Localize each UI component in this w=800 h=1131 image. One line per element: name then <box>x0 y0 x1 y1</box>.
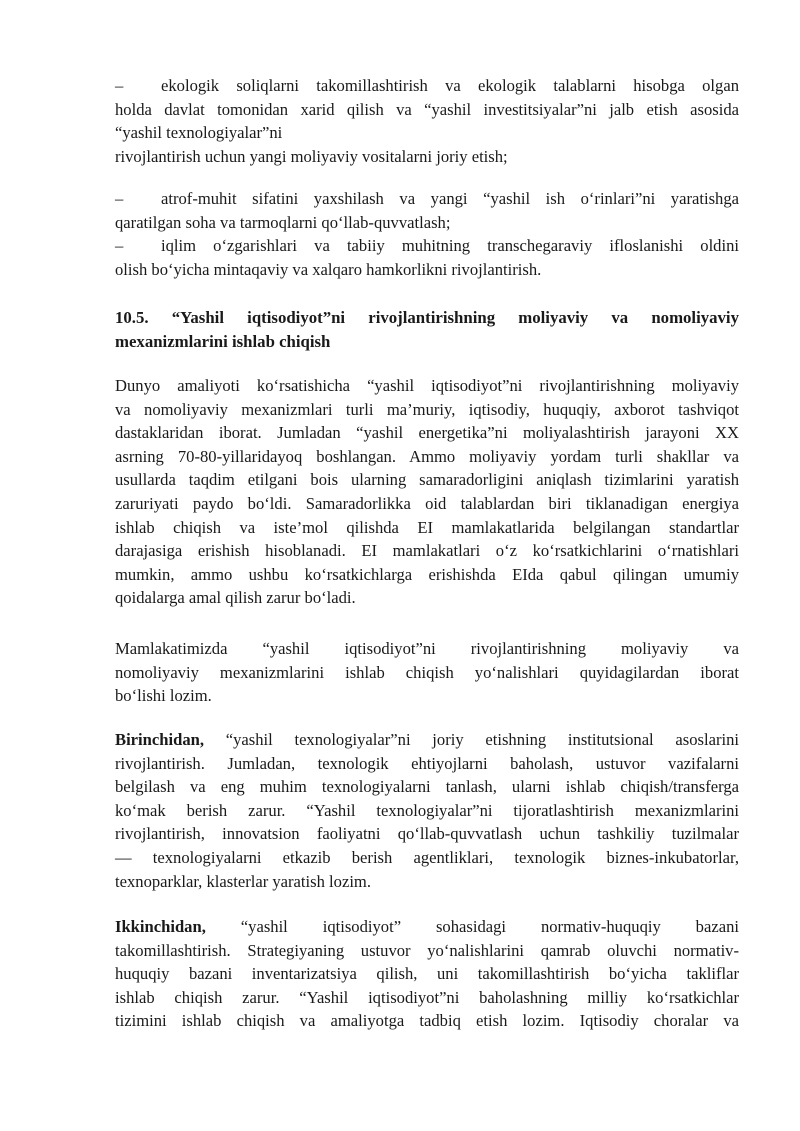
bullet-line: rivojlantirish uchun yangi moliyaviy vositalarni joriy etish; <box>115 146 508 166</box>
bullet-item <box>115 234 739 281</box>
bullet-line: olish bo‘yicha mintaqaviy va xalqaro hamkorlikni rivojlantirish. <box>115 259 542 279</box>
dash-marker: – <box>115 236 124 255</box>
bullet-item <box>115 187 739 234</box>
paragraph-4: Ikkinchidan, “yashil iqtisodiyot” sohasidagi normativ-huquqiy bazani takomillashtirish. Strategiyaning ustuvor yo‘nalishlarini qamrab oluvchi normativ- huquqiy bazani inventarizatsiya qilish, uni takomillashtirish bo‘yicha takliflar ishlab chiqish zarur. “Yashil iqtisodiyot”ni baholashning milliy ko‘rsatkichlar tizimini ishlab chiqish va amaliyotga tadbiq etish lozim. Iqtisodiy choralar va <box>115 917 739 1031</box>
bullet-line: – iqlim o‘zgarishlari va tabiiy muhitning transchegaraviy ifloslanishi oldini <box>115 234 739 258</box>
bullet-line: qaratilgan soha va tarmoqlarni qo‘llab-quvvatlash; <box>115 212 451 232</box>
paragraph-2: Mamlakatimizda “yashil iqtisodiyot”ni rivojlantirishning moliyaviy va nomoliyaviy mexanizmlarini ishlab chiqish yo‘nalishlari quyidagilardan iborat bo‘lishi lozim. <box>115 639 739 706</box>
section-heading: 10.5. “Yashil iqtisodiyot”ni rivojlantirishning moliyaviy va nomoliyaviy mexanizmlarini ishlab chiqish <box>115 308 739 351</box>
dash-marker: – <box>115 76 124 95</box>
bullet-line: – ekologik soliqlarni takomillashtirish va ekologik talablarni hisobga olgan <box>115 74 739 98</box>
lead-word: Birinchidan, <box>115 730 204 749</box>
dash-marker: – <box>115 189 124 208</box>
bullet-line: holda davlat tomonidan xarid qilish va “yashil investitsiyalar”ni jalb etish asosida <box>115 99 739 119</box>
bullet-item <box>115 74 739 168</box>
bullet-line: – atrof-muhit sifatini yaxshilash va yangi “yashil ish o‘rinlari”ni yaratishga <box>115 187 739 211</box>
bullet-line: “yashil texnologiyalar”ni <box>115 123 283 143</box>
paragraph-3: Birinchidan, “yashil texnologiyalar”ni joriy etishning institutsional asoslarini rivojlantirish. Jumladan, texnologik ehtiyojlarni baholash, ustuvor vazifalarni belgilash va eng muhim texnologiyalarni tanlash, ularni ishlab chiqish/transferga ko‘mak berish zarur. “Yashil texnologiyalar”ni tijoratlashtirish mexanizmlarini rivojlantirish, innovatsion faoliyatni qo‘llab-quvvatlash uchun tashkiliy tuzilmalar — texnologiyalarni etkazib berish agentliklari, texnologik biznes-inkubatorlar, texnoparklar, klasterlar yaratish lozim. <box>115 730 739 891</box>
paragraph-1: Dunyo amaliyoti ko‘rsatishicha “yashil iqtisodiyot”ni rivojlantirishning moliyaviy va nomoliyaviy mexanizmlari turli ma’muriy, iqtisodiy, huquqiy, axborot tashviqot dastaklaridan iborat. Jumladan “yashil energetika”ni moliyalashtirish jarayoni XX asrning 70-80-yillaridayoq boshlangan. Ammo moliyaviy yordam turli shakllar va usullarda taqdim etilgani bois ularning samaradorligini aniqlash tizimlarini yaratish zaruriyati paydo bo‘ldi. Samaradorlikka oid talablardan biri tiklanadigan energiya ishlab chiqish va iste’mol qilishda EI mamlakatlarida belgilangan standartlar darajasiga erishish hisoblanadi. EI mamlakatlari o‘z ko‘rsatkichlarini o‘rnatishlari mumkin, ammo ushbu ko‘rsatkichlarga erishishda EIda qabul qilingan umumiy qoidalarga amal qilish zarur bo‘ladi. <box>115 376 739 608</box>
lead-word: Ikkinchidan, <box>115 917 206 936</box>
